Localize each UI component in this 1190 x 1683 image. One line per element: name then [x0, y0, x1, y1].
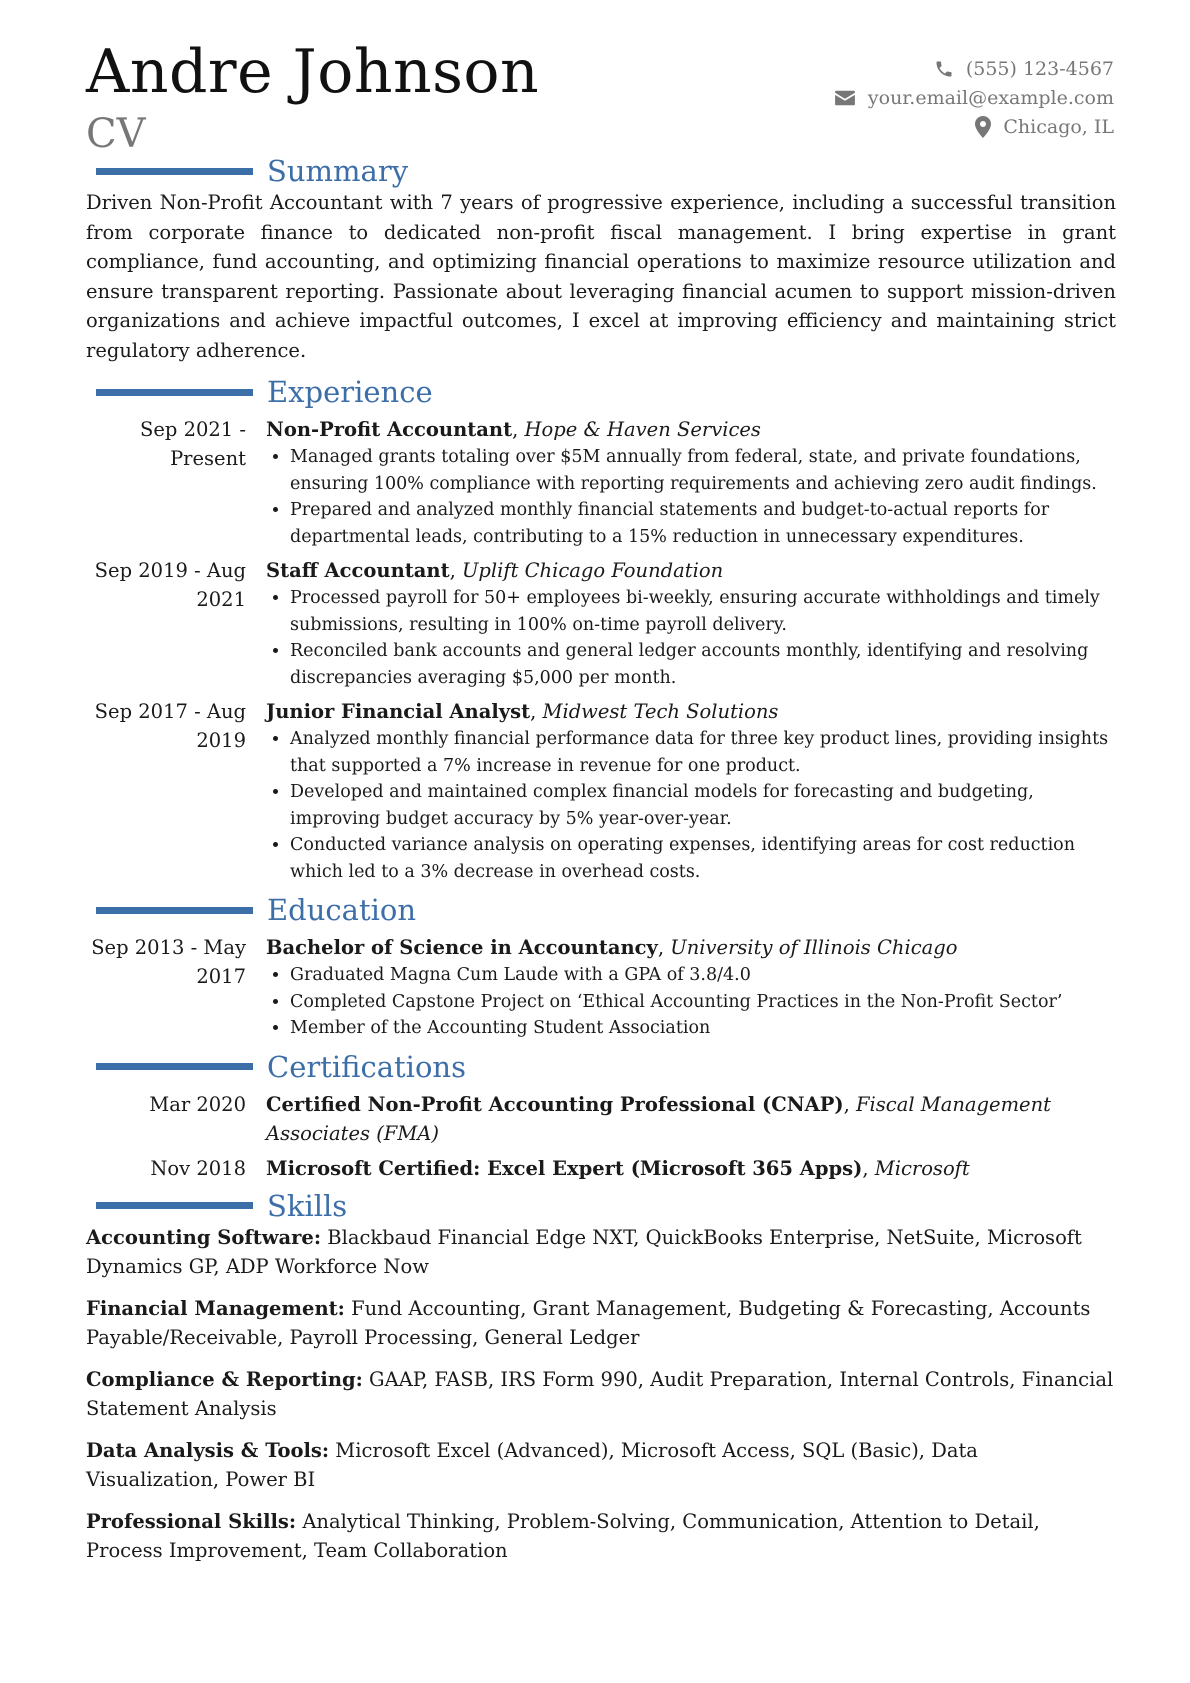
- section-accent-bar: [96, 1063, 253, 1070]
- section-title-education: [0, 893, 1116, 927]
- certifications-list: [86, 1090, 1116, 1183]
- entry-title: Junior Financial Analyst: [266, 700, 531, 723]
- skill-values: Fund Accounting, Grant Management, Budgeting & Forecasting, Accounts Payable/Receivable, Payroll Processing, General Ledger: [86, 1296, 1091, 1349]
- candidate-name: Andre Johnson: [86, 37, 540, 107]
- entry-date: Mar 2020: [149, 1092, 246, 1116]
- skill-values: Analytical Thinking, Problem-Solving, Communication, Attention to Detail, Process Improvement, Team Collaboration: [86, 1509, 1040, 1562]
- skill-row: [86, 1507, 1116, 1565]
- entry-title: Microsoft Certified: Excel Expert (Microsoft 365 Apps): [266, 1156, 863, 1180]
- skill-category: Financial Management:: [86, 1296, 345, 1320]
- envelope-icon: [834, 89, 856, 107]
- skill-row: [86, 1223, 1116, 1281]
- entry-date: Sep 2013 - May 2017: [91, 936, 246, 988]
- entry-body: [266, 1090, 1116, 1148]
- skill-category: Compliance & Reporting:: [86, 1367, 363, 1391]
- entry-heading: [266, 697, 1116, 726]
- section-title-skills: [0, 1189, 1116, 1223]
- phone-icon: [934, 59, 954, 79]
- entry-separator: ,: [843, 1092, 857, 1116]
- entry-separator: ,: [862, 1156, 875, 1180]
- cv-entry: [86, 415, 1116, 550]
- cv-content: [86, 154, 1116, 1578]
- skills-list: [86, 1223, 1116, 1565]
- cv-entry: [86, 556, 1116, 691]
- section-label: Summary: [267, 154, 409, 188]
- contact-phone[interactable]: [834, 54, 1114, 83]
- contact-email[interactable]: [834, 83, 1114, 112]
- section-accent-bar: [96, 1202, 253, 1209]
- list-item: • Developed and maintained complex financial models for forecasting and budgeting, improving budget accuracy by 5% year-over-year.: [290, 779, 1116, 832]
- entry-body: [266, 415, 1116, 550]
- cv-entry: [86, 1154, 1116, 1183]
- list-item: • Analyzed monthly financial performance data for three key product lines, providing insights that supported a 7% increase in revenue for one product.: [290, 726, 1116, 779]
- section-label: Education: [267, 893, 417, 927]
- entry-body: [266, 1154, 1116, 1183]
- experience-list: [86, 415, 1116, 885]
- entry-date: Nov 2018: [150, 1156, 246, 1180]
- entry-title: Bachelor of Science in Accountancy: [266, 936, 658, 959]
- skill-category: Professional Skills:: [86, 1509, 297, 1533]
- list-item: • Prepared and analyzed monthly financial statements and budget-to-actual reports for departmental leads, contributing to a 15% reduction in unnecessary expenditures.: [290, 497, 1116, 550]
- entry-body: [266, 933, 1116, 1042]
- location-text: Chicago, IL: [1003, 115, 1114, 138]
- section-label: Experience: [267, 375, 433, 409]
- skill-category: Accounting Software:: [86, 1225, 322, 1249]
- entry-organization: Hope & Haven Services: [524, 418, 761, 441]
- list-item: • Completed Capstone Project on ‘Ethical Accounting Practices in the Non-Profit Sector’: [290, 989, 1116, 1016]
- entry-bullets: [266, 962, 1116, 1042]
- skill-values: Blackbaud Financial Edge NXT, QuickBooks Enterprise, NetSuite, Microsoft Dynamics GP, ADP Workforce Now: [86, 1225, 1082, 1278]
- cv-entry: [86, 697, 1116, 885]
- cv-entry: [86, 933, 1116, 1042]
- entry-heading: [266, 1090, 1116, 1148]
- entry-heading: [266, 933, 1116, 962]
- entry-heading: [266, 415, 1116, 444]
- entry-body: [266, 556, 1116, 691]
- entry-heading: [266, 1154, 1116, 1183]
- entry-bullets: [266, 444, 1116, 550]
- entry-organization: Midwest Tech Solutions: [542, 700, 779, 723]
- entry-date: Sep 2017 - Aug 2019: [94, 700, 246, 752]
- skill-row: [86, 1365, 1116, 1423]
- section-title-certifications: [0, 1050, 1116, 1084]
- entry-separator: ,: [449, 559, 462, 582]
- summary-text: Driven Non-Profit Accountant with 7 years of progressive experience, including a successful transition from corporate finance to dedicated non-profit fiscal management. I bring expertise in grant compliance, fund accounting, and optimizing financial operations to maximize resource utilization and ensure transparent reporting. Passionate about leveraging financial acumen to support mission-driven organizations and achieve impactful outcomes, I excel at improving efficiency and maintaining strict regulatory adherence.: [86, 191, 1116, 362]
- section-accent-bar: [96, 907, 253, 914]
- entry-separator: ,: [657, 936, 671, 959]
- entry-organization: Fiscal Management Associates (FMA): [266, 1092, 1051, 1145]
- list-item: • Processed payroll for 50+ employees bi-weekly, ensuring accurate withholdings and timely submissions, resulting in 100% on-time payroll delivery.: [290, 585, 1116, 638]
- section-label: Skills: [267, 1188, 348, 1223]
- list-item: • Reconciled bank accounts and general ledger accounts monthly, identifying and resolving discrepancies averaging $5,000 per month.: [290, 638, 1116, 691]
- list-item: • Conducted variance analysis on operating expenses, identifying areas for cost reduction which led to a 3% decrease in overhead costs.: [290, 832, 1116, 885]
- entry-organization: University of Illinois Chicago: [670, 936, 958, 959]
- entry-bullets: [266, 585, 1116, 691]
- entry-heading: [266, 556, 1116, 585]
- map-pin-icon: [975, 116, 991, 138]
- entry-organization: Uplift Chicago Foundation: [462, 559, 724, 582]
- list-item: • Graduated Magna Cum Laude with a GPA of 3.8/4.0: [290, 962, 1116, 989]
- section-title-summary: [0, 154, 1116, 188]
- skill-category: Data Analysis & Tools:: [86, 1438, 330, 1462]
- entry-bullets: [266, 726, 1116, 885]
- list-item: • Managed grants totaling over $5M annually from federal, state, and private foundations, ensuring 100% compliance with reporting requirements and achieving zero audit findings.: [290, 444, 1116, 497]
- phone-text: (555) 123-4567: [965, 57, 1114, 80]
- contact-info: [834, 54, 1114, 141]
- entry-body: [266, 697, 1116, 885]
- section-accent-bar: [96, 389, 253, 396]
- entry-title: Staff Accountant: [266, 559, 450, 582]
- skill-row: [86, 1294, 1116, 1352]
- entry-date: Sep 2019 - Aug 2021: [94, 559, 246, 611]
- skill-row: [86, 1436, 1116, 1494]
- entry-title: Certified Non-Profit Accounting Professional (CNAP): [266, 1092, 844, 1116]
- entry-organization: Microsoft: [874, 1156, 970, 1180]
- education-list: [86, 933, 1116, 1042]
- list-item: • Member of the Accounting Student Association: [290, 1015, 1116, 1042]
- section-title-experience: [0, 375, 1116, 409]
- contact-location: [834, 112, 1114, 141]
- entry-title: Non-Profit Accountant: [266, 418, 513, 441]
- skill-values: Microsoft Excel (Advanced), Microsoft Access, SQL (Basic), Data Visualization, Power BI: [86, 1438, 978, 1491]
- section-label: Certifications: [267, 1049, 466, 1084]
- entry-separator: ,: [512, 418, 525, 441]
- section-accent-bar: [96, 168, 253, 175]
- entry-separator: ,: [530, 700, 543, 723]
- email-text: your.email@example.com: [867, 86, 1114, 109]
- entry-date: Sep 2021 - Present: [140, 418, 246, 470]
- document-subtitle: CV: [86, 111, 146, 157]
- cv-entry: [86, 1090, 1116, 1148]
- skill-values: GAAP, FASB, IRS Form 990, Audit Preparation, Internal Controls, Financial Statement Analysis: [86, 1367, 1114, 1420]
